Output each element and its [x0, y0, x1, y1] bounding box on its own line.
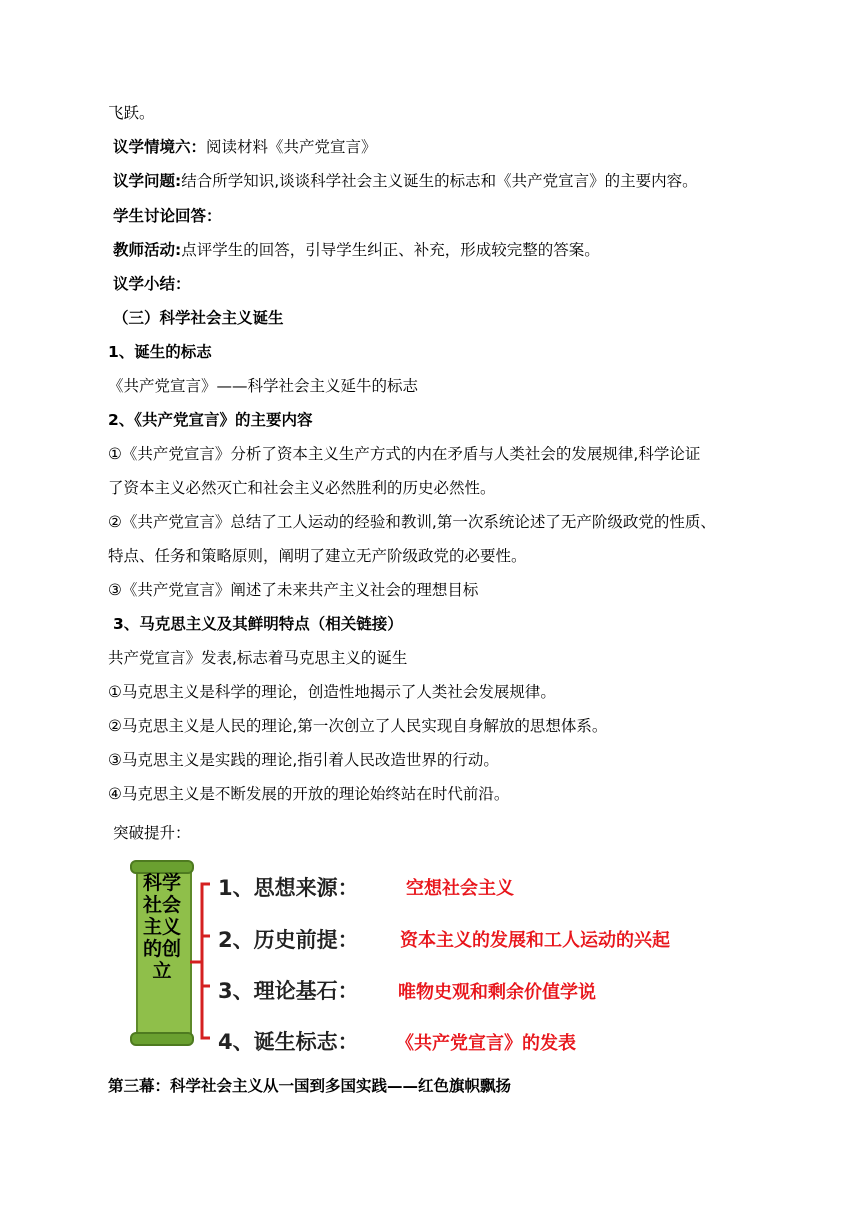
section-heading: （三）科学社会主义诞生: [113, 309, 284, 327]
item-value-2: 资本主义的发展和工人运动的兴起: [400, 930, 670, 951]
item-label-1: 1、思想来源：: [218, 876, 359, 900]
breakthrough-label: 突破提升：: [113, 824, 191, 842]
discussion-line: 学生讨论回答：: [113, 207, 222, 225]
text-line: ④马克思主义是不断发展的开放的理论始终站在时代前沿。: [108, 785, 510, 803]
text-line: ③《共产党宣言》阐述了未来共产主义社会的理想目标: [108, 581, 479, 599]
summary-line: 议学小结：: [113, 275, 191, 293]
teacher-activity-line: 教师活动:点评学生的回答，引导学生纠正、补充，形成较完整的答案。: [113, 241, 600, 259]
item-value-1: 空想社会主义: [406, 878, 514, 899]
item-value-4: 《共产党宣言》的发表: [396, 1033, 576, 1054]
subheading-3: 3、马克思主义及其鲜明特点（相关链接）: [113, 615, 403, 633]
item-value-3: 唯物史观和剩余价值学说: [398, 982, 596, 1003]
scenario-line: 议学情境六：阅读材料《共产党宣言》: [113, 138, 377, 156]
text-line: 特点、任务和策略原则，阐明了建立无产阶级政党的必要性。: [108, 547, 527, 565]
question-line: 议学问题:结合所学知识,谈谈科学社会主义诞生的标志和《共产党宣言》的主要内容。: [113, 172, 698, 190]
item-label-4: 4、诞生标志：: [218, 1030, 359, 1054]
text-line: 飞跃。: [108, 104, 155, 122]
text-line: ②马克思主义是人民的理论,第一次创立了人民实现自身解放的思想体系。: [108, 717, 608, 735]
act-heading: 第三幕：科学社会主义从一国到多国实践——红色旗帜飘扬: [108, 1077, 512, 1095]
item-label-3: 3、理论基石：: [218, 979, 359, 1003]
text-line: 了资本主义必然灭亡和社会主义必然胜利的历史必然性。: [108, 479, 496, 497]
text-line: ①《共产党宣言》分析了资本主义生产方式的内在矛盾与人类社会的发展规律,科学论证: [108, 445, 701, 463]
text-line: ①马克思主义是科学的理论，创造性地揭示了人类社会发展规律。: [108, 683, 556, 701]
subheading-2: 2、《共产党宣言》的主要内容: [108, 411, 313, 429]
bracket-lines: [128, 858, 228, 1058]
subheading-1: 1、诞生的标志: [108, 343, 212, 361]
concept-diagram: [128, 858, 748, 1058]
text-line: 共产党宣言》发表,标志着马克思主义的诞生: [108, 649, 408, 667]
text-line: 《共产党宣言》——科学社会主义延牛的标志: [108, 377, 419, 395]
item-label-2: 2、历史前提：: [218, 928, 359, 952]
text-line: ③马克思主义是实践的理论,指引着人民改造世界的行动。: [108, 751, 499, 769]
text-line: ②《共产党宣言》总结了工人运动的经验和教训,第一次系统论述了无产阶级政党的性质、: [108, 513, 716, 531]
scroll-title: 科学社会主义的创立: [142, 872, 181, 982]
